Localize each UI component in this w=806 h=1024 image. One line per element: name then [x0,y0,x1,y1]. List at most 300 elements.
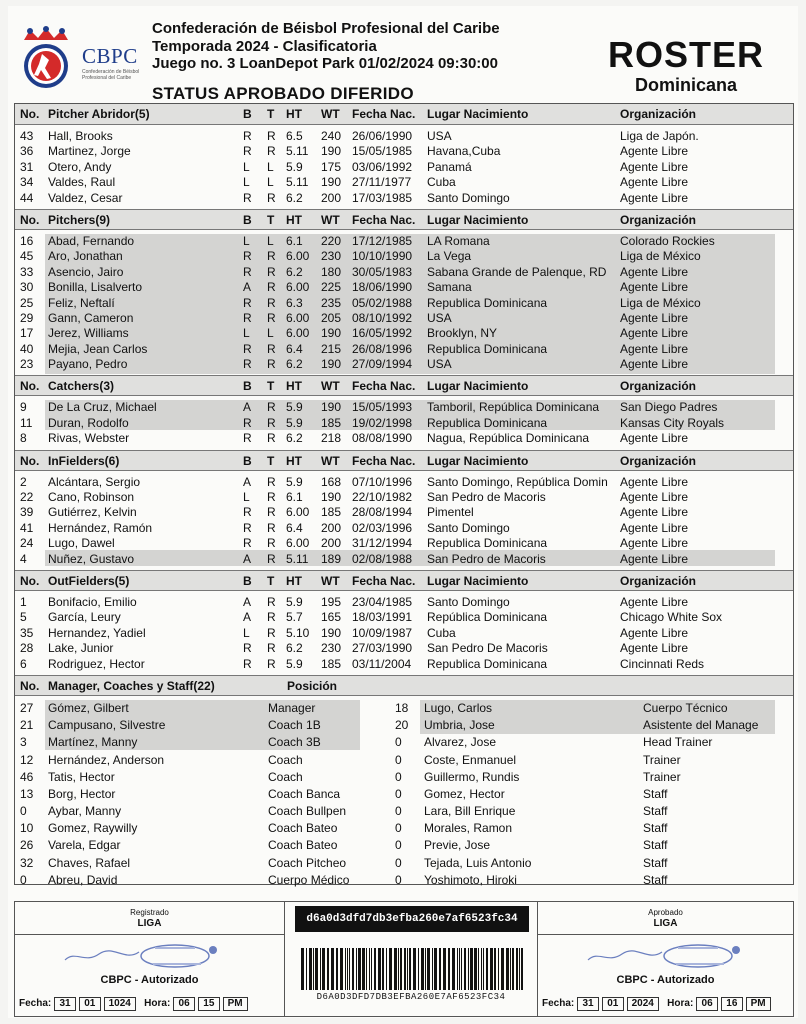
player-wt: 200 [321,536,342,551]
month-box: 01 [79,997,101,1011]
player-b: L [243,625,250,640]
staff-pos: Manager [268,700,316,715]
staff-pos: Staff [643,786,668,801]
player-t: R [267,594,276,609]
barcode-bar [490,948,493,990]
player-t: L [267,175,274,190]
player-date: 23/04/1985 [352,594,413,609]
section-title: Catchers(3) [48,379,115,394]
player-place: Republica Dominicana [427,341,548,356]
col-wt-header: WT [321,453,340,468]
player-b: R [243,536,252,551]
player-t: R [267,641,276,656]
barcode-bar [315,948,318,990]
barcode-bar [481,948,482,990]
staff-pos: Staff [643,872,668,887]
player-b: R [243,129,252,143]
player-name: Otero, Andy [48,159,112,174]
col-wt-header: WT [321,379,340,394]
staff-pos: Cuerpo Técnico [643,700,728,715]
staff-pos: Asistente del Manage [643,718,759,733]
barcode-bar [516,948,518,990]
player-place: Santo Domingo [427,594,510,609]
player-place: Brooklyn, NY [427,326,498,341]
player-date: 02/03/1996 [352,520,413,535]
staff-name: Gomez, Raywilly [48,821,138,836]
col-org-header: Organización [620,107,697,121]
player-wt: 240 [321,129,342,143]
section-header [15,450,793,471]
staff-name: Lugo, Carlos [424,700,493,715]
registered-box [15,902,285,1016]
staff-name: Tatis, Hector [48,769,115,784]
player-name: Alcántara, Sergio [48,474,141,489]
barcode-bar [452,948,455,990]
staff-pos: Staff [643,821,668,836]
staff-pos: Staff [643,855,668,870]
col-wt-header: WT [321,573,340,588]
player-wt: 190 [321,490,342,505]
cbpc-wordmark-subtext: Confederación de Béisbol Profesional del Caribe [82,69,140,81]
player-row [15,475,793,490]
player-name: Valdez, Cesar [48,190,123,205]
player-b: A [243,400,252,415]
player-wt: 189 [321,551,342,566]
staff-row [15,734,793,751]
player-row [15,641,793,656]
signature-stamp-icon [55,940,245,974]
player-no: 31 [20,159,34,174]
player-row [15,536,793,551]
player-name: Lugo, Dawel [48,536,115,551]
player-date: 02/08/1988 [352,551,413,566]
approved-datetime [542,997,771,1011]
registered-datetime [19,997,248,1011]
staff-no: 26 [20,838,34,853]
player-date: 18/03/1991 [352,610,413,625]
barcode-bar [404,948,406,990]
player-t: R [267,264,276,279]
player-date: 07/10/1996 [352,474,413,489]
barcode-bar [409,948,411,990]
barcode-bar [443,948,446,990]
org-name: Confederación de Béisbol Profesional del Caribe [152,20,500,37]
barcode-bar [498,948,499,990]
player-place: Tamboril, República Dominicana [427,400,600,415]
player-no: 4 [20,551,27,566]
player-b: L [243,233,250,248]
day-box: 31 [577,997,599,1011]
player-row [15,521,793,536]
player-row [15,416,793,431]
staff-row [15,717,793,734]
staff-row [15,837,793,854]
player-t: R [267,625,276,640]
col-t-header: T [267,212,275,227]
staff-name: Abreu, David [48,872,118,887]
section-title: OutFielders(5) [48,573,130,588]
staff-row [15,769,793,786]
barcode-bar [439,948,441,990]
player-ht: 5.9 [286,159,303,174]
player-place: Panamá [427,159,472,174]
staff-row [15,872,793,889]
col-org-header: Organización [620,212,697,227]
player-ht: 5.10 [286,625,310,640]
signature-stamp-icon [578,940,768,974]
player-t: R [267,280,276,295]
player-org: Agente Libre [620,326,689,341]
player-org: Chicago White Sox [620,610,723,625]
player-place: San Pedro De Macoris [427,641,548,656]
col-place-header: Lugar Nacimiento [427,453,529,468]
col-t-header: T [267,453,275,468]
player-name: De La Cruz, Michael [48,400,157,415]
col-place-header: Lugar Nacimiento [427,212,529,227]
player-org: Agente Libre [620,159,689,174]
player-date: 18/06/1990 [352,280,413,295]
player-row [15,505,793,520]
col-b-header: B [243,379,252,394]
registered-label: Registrado [130,908,169,917]
staff-name: Gomez, Hector [424,786,505,801]
player-org: Agente Libre [620,490,689,505]
player-t: R [267,341,276,356]
player-date: 31/12/1994 [352,536,413,551]
player-name: Valdes, Raul [48,175,116,190]
staff-pos: Coach Pitcheo [268,855,347,870]
staff-no: 0 [395,752,402,767]
player-name: Jerez, Williams [48,326,129,341]
cbpc-logo-icon [18,26,74,92]
col-wt-header: WT [321,107,340,121]
barcode-bar [340,948,343,990]
barcode-bar [486,948,488,990]
player-t: R [267,357,276,372]
player-date: 05/02/1988 [352,295,413,310]
staff-name: Aybar, Manny [48,804,122,819]
player-wt: 190 [321,357,342,372]
staff-no: 27 [20,700,34,715]
player-row [15,326,793,341]
day-box: 31 [54,997,76,1011]
barcode-bar [418,948,419,990]
player-no: 41 [20,520,34,535]
player-t: R [267,295,276,310]
barcode-bar [483,948,484,990]
player-date: 03/11/2004 [352,656,412,671]
barcode-bar [413,948,416,990]
col-b-header: B [243,573,252,588]
player-ht: 6.00 [286,310,310,325]
player-row [15,342,793,357]
player-org: Agente Libre [620,310,689,325]
player-date: 22/10/1982 [352,490,413,505]
player-name: Lake, Junior [48,641,114,656]
col-org-header: Organización [620,573,697,588]
player-place: Republica Dominicana [427,295,548,310]
player-org: Agente Libre [620,175,689,190]
barcode-bar [398,948,399,990]
staff-pos: Coach Bullpen [268,804,347,819]
player-place: Sabana Grande de Palenque, RD [427,264,607,279]
col-no-header: No. [20,107,40,121]
player-b: A [243,280,252,295]
title-block [152,20,592,105]
player-row [15,431,793,446]
player-org: San Diego Padres [620,400,718,415]
barcode-bar [457,948,458,990]
col-date-header: Fecha Nac. [352,573,416,588]
col-no-header: No. [20,453,40,468]
player-place: Cuba [427,625,456,640]
player-date: 08/10/1992 [352,310,413,325]
player-no: 35 [20,625,34,640]
player-date: 15/05/1985 [352,144,413,159]
staff-name: Umbria, Jose [424,718,495,733]
player-no: 34 [20,175,34,190]
player-b: R [243,310,252,325]
barcode-bar [478,948,479,990]
barcode-bar [374,948,376,990]
player-no: 24 [20,536,34,551]
staff-name: Hernández, Anderson [48,752,165,767]
player-date: 26/08/1996 [352,341,413,356]
player-date: 28/08/1994 [352,505,413,520]
staff-name: Gómez, Gilbert [48,700,129,715]
staff-name: Chaves, Rafael [48,855,131,870]
approved-label: Aprobado [648,908,683,917]
col-date-header: Fecha Nac. [352,107,416,121]
hour-box: 06 [696,997,718,1011]
player-t: R [267,536,276,551]
barcode-bar [382,948,384,990]
section-body [15,396,793,449]
barcode-bar [378,948,381,990]
player-org: Agente Libre [620,190,689,205]
barcode-bar [322,948,325,990]
staff-name: Yoshimoto, Hiroki [424,872,517,887]
player-ht: 6.3 [286,295,303,310]
player-ht: 6.1 [286,233,303,248]
player-ht: 6.1 [286,490,303,505]
staff-pos: Trainer [643,752,681,767]
player-name: Rivas, Webster [48,431,130,446]
staff-no: 0 [20,872,27,887]
player-b: R [243,431,252,446]
player-t: R [267,249,276,264]
barcode-bar [349,948,350,990]
section-body [15,125,793,209]
player-ht: 5.9 [286,594,303,609]
barcode-bar [521,948,523,990]
player-name: Hall, Brooks [48,129,113,143]
player-row [15,595,793,610]
staff-no: 18 [395,700,409,715]
staff-no: 0 [395,872,402,887]
player-place: Cuba [427,175,456,190]
staff-pos: Trainer [643,769,681,784]
player-org: Agente Libre [620,625,689,640]
col-place-header: Lugar Nacimiento [427,107,529,121]
staff-row [15,752,793,769]
staff-name: Campusano, Silvestre [48,718,166,733]
barcode-bar [434,948,437,990]
player-place: Republica Dominicana [427,415,548,430]
player-b: L [243,490,250,505]
player-t: R [267,610,276,625]
player-b: R [243,264,252,279]
staff-no: 0 [395,735,402,750]
col-position-header: Posición [287,678,338,693]
staff-pos: Coach Bateo [268,821,338,836]
player-no: 29 [20,310,34,325]
staff-no: 0 [395,838,402,853]
staff-pos: Cuerpo Médico [268,872,350,887]
player-wt: 215 [321,341,342,356]
staff-pos: Coach [268,752,303,767]
col-org-header: Organización [620,379,697,394]
player-t: R [267,129,276,143]
staff-no: 0 [395,769,402,784]
col-t-header: T [267,573,275,588]
player-no: 5 [20,610,27,625]
player-name: Gutiérrez, Kelvin [48,505,137,520]
staff-no: 3 [20,735,27,750]
col-org-header: Organización [620,453,697,468]
player-t: R [267,431,276,446]
staff-pos: Head Trainer [643,735,713,750]
staff-no: 12 [20,752,34,767]
player-ht: 6.2 [286,264,303,279]
divider [538,934,793,935]
player-place: USA [427,357,452,372]
player-row [15,552,793,567]
player-b: R [243,505,252,520]
player-no: 43 [20,129,34,143]
player-wt: 225 [321,280,342,295]
player-no: 16 [20,233,34,248]
player-place: Republica Dominicana [427,656,548,671]
approval-hash: d6a0d3dfd7db3efba260e7af6523fc34 [295,906,529,932]
player-ht: 5.7 [286,610,303,625]
roster-table [14,103,794,885]
staff-no: 0 [395,821,402,836]
player-place: LA Romana [427,233,490,248]
player-no: 25 [20,295,34,310]
player-place: Nagua, República Dominicana [427,431,590,446]
staff-row [15,786,793,803]
barcode-bar [389,948,392,990]
player-wt: 190 [321,625,342,640]
staff-row [15,700,793,717]
player-row [15,610,793,625]
player-row [15,234,793,249]
player-b: L [243,159,250,174]
player-ht: 6.2 [286,357,303,372]
player-wt: 190 [321,326,342,341]
section-title: InFielders(6) [48,453,120,468]
player-wt: 175 [321,159,342,174]
barcode-icon [301,948,525,990]
player-ht: 6.00 [286,280,310,295]
player-date: 10/10/1990 [352,249,413,264]
player-wt: 230 [321,249,342,264]
player-wt: 180 [321,264,342,279]
barcode-bar [362,948,365,990]
roster-document [8,6,798,1018]
staff-row [15,803,793,820]
col-no-header: No. [20,573,40,588]
staff-no: 0 [395,855,402,870]
barcode-bar [400,948,402,990]
player-name: Aro, Jonathan [48,249,123,264]
staff-name: Varela, Edgar [48,838,121,853]
section-title: Pitcher Abridor(5) [48,107,150,121]
player-date: 19/02/1998 [352,415,413,430]
player-ht: 6.2 [286,641,303,656]
player-no: 8 [20,431,27,446]
section-title: Pitchers(9) [48,212,111,227]
player-t: R [267,400,276,415]
hora-label: Hora: [144,998,171,1009]
player-t: R [267,190,276,205]
player-ht: 6.00 [286,249,310,264]
barcode-bar [309,948,312,990]
fecha-label: Fecha: [542,998,575,1009]
player-name: Cano, Robinson [48,490,135,505]
player-name: Abad, Fernando [48,233,135,248]
barcode-bar [345,948,346,990]
player-place: Santo Domingo, República Domin [427,474,608,489]
player-name: Bonilla, Lisalverto [48,280,143,295]
month-box: 01 [602,997,624,1011]
player-row [15,129,793,144]
player-wt: 190 [321,144,342,159]
barcode-bar [494,948,496,990]
col-date-header: Fecha Nac. [352,453,416,468]
divider [15,934,284,935]
barcode-bar [386,948,387,990]
hora-label: Hora: [667,998,694,1009]
player-org: Agente Libre [620,505,689,520]
player-org: Agente Libre [620,144,689,159]
staff-name: Borg, Hector [48,786,116,801]
fecha-label: Fecha: [19,998,52,1009]
player-place: República Dominicana [427,610,548,625]
player-row [15,357,793,372]
player-org: Agente Libre [620,641,689,656]
player-org: Liga de Japón. [620,129,699,143]
player-ht: 5.9 [286,400,303,415]
staff-pos: Coach 1B [268,718,321,733]
player-row [15,160,793,175]
ampm-box: PM [746,997,771,1011]
player-wt: 185 [321,505,342,520]
barcode-bar [407,948,408,990]
season-title: Temporada 2024 - Clasificatoria [152,38,377,55]
barcode-bar [468,948,469,990]
barcode-bar [510,948,511,990]
staff-no: 32 [20,855,34,870]
barcode-bar [336,948,338,990]
player-place: San Pedro de Macoris [427,551,546,566]
player-wt: 205 [321,310,342,325]
section-body [15,471,793,570]
player-no: 11 [20,415,33,430]
barcode-bar [448,948,450,990]
player-b: R [243,190,252,205]
